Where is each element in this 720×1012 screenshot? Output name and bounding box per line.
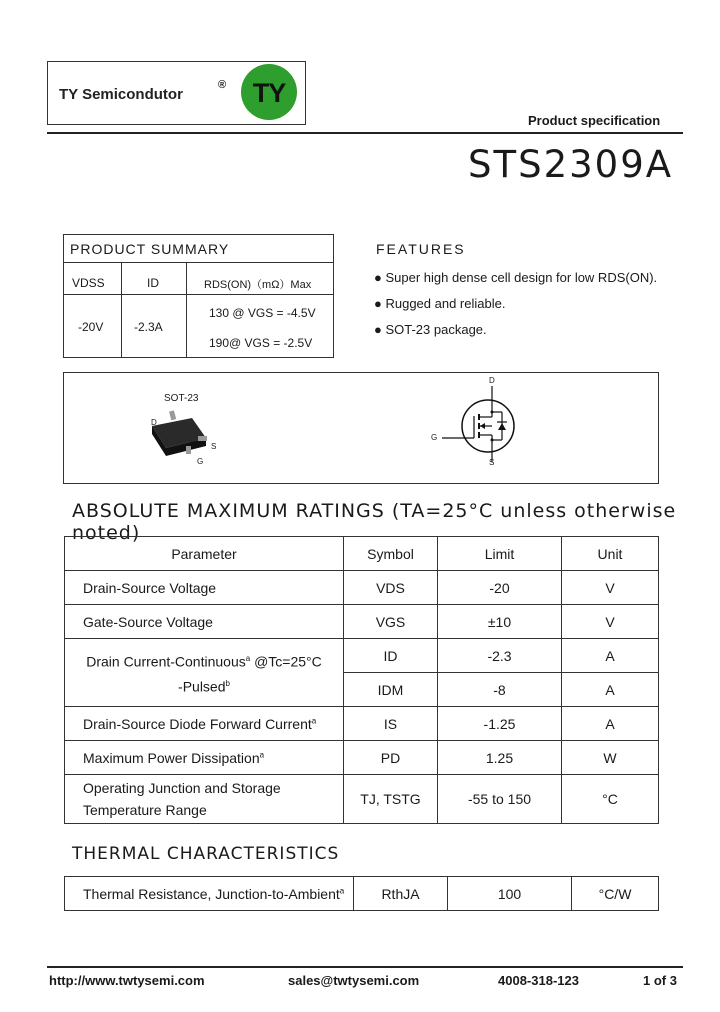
footer-url[interactable]: http://www.twtysemi.com [49, 973, 205, 988]
unit-cell: A [562, 639, 659, 673]
feature-item: ● Rugged and reliable. [374, 296, 506, 311]
limit-cell: -1.25 [438, 707, 562, 741]
unit-cell: V [562, 571, 659, 605]
table-row [65, 605, 659, 639]
footer-rule [47, 966, 683, 968]
param-cell [65, 877, 354, 911]
abs-max-title: ABSOLUTE MAXIMUM RATINGS (TA=25°C unless otherwise noted) [72, 500, 677, 544]
summary-col-rds: RDS(ON)（mΩ）Max [204, 279, 312, 291]
param-text: Temperature Range [83, 802, 207, 818]
col-header: Symbol [344, 537, 438, 571]
divider [64, 294, 333, 295]
col-header: Limit [438, 537, 562, 571]
sot23-package-icon [140, 408, 230, 468]
summary-col-id: ID [147, 276, 159, 290]
summary-rds-1: 130 @ VGS = -4.5V [209, 306, 316, 320]
logo-mark-text: TY [252, 78, 286, 108]
divider [186, 263, 187, 357]
divider [121, 263, 122, 357]
symbol-drain-label: D [489, 376, 495, 385]
pin-d-label: D [151, 418, 157, 427]
mosfet-symbol-icon [430, 376, 530, 468]
unit-cell: A [562, 707, 659, 741]
summary-id: -2.3A [134, 320, 163, 334]
features-title: FEATURES [376, 241, 466, 257]
limit-cell: 1.25 [438, 741, 562, 775]
table-header-row [65, 537, 659, 571]
part-number: STS2309A [468, 143, 674, 186]
param-text: Drain-Source Diode Forward Current [83, 715, 312, 732]
symbol-cell: PD [344, 741, 438, 775]
col-header: Unit [562, 537, 659, 571]
feature-text: Rugged and reliable. [385, 296, 506, 311]
param-text: -Pulsed [178, 678, 226, 695]
limit-cell: -2.3 [438, 639, 562, 673]
limit-cell: 100 [448, 877, 572, 911]
param-cell [65, 639, 344, 707]
footer-phone: 4008-318-123 [498, 973, 579, 988]
thermal-title: THERMAL CHARACTERISTICS [72, 844, 340, 864]
symbol-cell: VDS [344, 571, 438, 605]
footnote-mark: a [339, 885, 345, 895]
symbol-gate-label: G [431, 433, 438, 442]
abs-max-table [64, 536, 659, 824]
pin-g-label: G [197, 457, 204, 466]
limit-cell: -20 [438, 571, 562, 605]
feature-item: ● SOT-23 package. [374, 322, 487, 337]
header-rule [47, 132, 683, 134]
feature-item: ● Super high dense cell design for low RDS(ON). [374, 270, 658, 285]
footer-page-number: 1 of 3 [643, 973, 677, 988]
footnote-mark: b [225, 678, 230, 688]
param-text: Maximum Power Dissipation [83, 749, 260, 766]
col-header: Parameter [65, 537, 344, 571]
footer-email[interactable]: sales@twtysemi.com [288, 973, 420, 988]
table-row [65, 877, 659, 911]
divider [64, 262, 333, 263]
param-condition: @Tc=25°C [254, 653, 322, 670]
table-row [65, 707, 659, 741]
limit-cell: -55 to 150 [438, 775, 562, 824]
param-cell: Drain-Source Voltage [65, 571, 344, 605]
symbol-cell: ID [344, 639, 438, 673]
summary-rds-2: 190@ VGS = -2.5V [209, 336, 313, 350]
table-row [65, 741, 659, 775]
company-name: TY Semicondutor [59, 86, 183, 103]
footnote-mark: a [311, 715, 317, 725]
table-row [65, 775, 659, 824]
registered-mark: ® [218, 79, 227, 91]
product-summary-title: PRODUCT SUMMARY [70, 241, 230, 257]
symbol-cell: TJ, TSTG [344, 775, 438, 824]
param-text: Operating Junction and Storage [83, 780, 281, 796]
unit-cell: °C [562, 775, 659, 824]
thermal-table [64, 876, 659, 911]
param-cell: Gate-Source Voltage [65, 605, 344, 639]
table-row [65, 639, 659, 673]
param-text: Drain Current-Continuous [86, 653, 246, 670]
unit-cell: V [562, 605, 659, 639]
limit-cell: -8 [438, 673, 562, 707]
symbol-cell: IDM [344, 673, 438, 707]
symbol-cell: IS [344, 707, 438, 741]
limit-cell: ±10 [438, 605, 562, 639]
param-text: Thermal Resistance, Junction-to-Ambient [83, 885, 340, 902]
param-cell [65, 775, 344, 824]
feature-text: Super high dense cell design for low RDS(ON). [385, 270, 658, 285]
param-cell [65, 741, 344, 775]
package-label: SOT-23 [164, 393, 199, 404]
symbol-source-label: S [489, 458, 495, 467]
footnote-mark: a [259, 749, 265, 759]
pin-s-label: S [211, 442, 217, 451]
table-row [65, 571, 659, 605]
footnote-mark: a [245, 653, 251, 663]
feature-text: SOT-23 package. [385, 322, 487, 337]
unit-cell: A [562, 673, 659, 707]
summary-vdss: -20V [78, 320, 104, 334]
unit-cell: °C/W [572, 877, 659, 911]
param-cell [65, 707, 344, 741]
summary-col-vdss: VDSS [72, 276, 105, 290]
symbol-cell: RthJA [354, 877, 448, 911]
unit-cell: W [562, 741, 659, 775]
symbol-cell: VGS [344, 605, 438, 639]
spec-label: Product specification [528, 113, 661, 128]
